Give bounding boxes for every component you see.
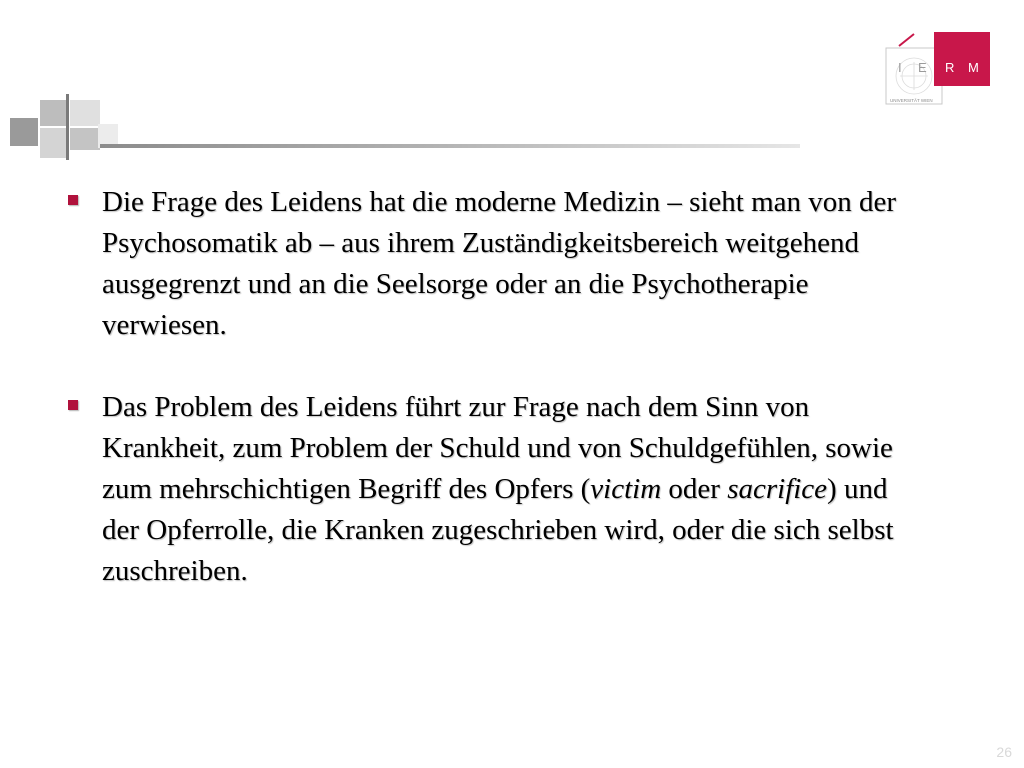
- square-bullet-icon: [68, 400, 78, 410]
- bullet-text-segment: Die Frage des Leidens hat die moderne Medizin – sieht man von der Psychosomatik ab – aus ihrem Zuständigkeitsbereich weitgehend ausgegrenzt und an die Seelsorge oder an die Psychotherapie verwiesen.: [102, 186, 897, 341]
- bullet-text: [102, 391, 894, 587]
- logo-caption: UNIVERSITÄT WIEN: [890, 98, 933, 103]
- decorative-blocks: [10, 94, 120, 160]
- bullet-text-segment: oder: [661, 473, 728, 505]
- square-bullet-icon: [68, 195, 78, 205]
- ierm-logo: [884, 32, 992, 106]
- logo-letter-m: M: [968, 60, 979, 75]
- bullet-text-segment: Das Problem des Leidens führt zur Frage nach dem Sinn von Krankheit, zum Problem der Schuld und von Schuldgefühlen, sowie zum mehrschichtigen Begriff des Opfers (: [102, 391, 893, 505]
- slide-body: [64, 182, 904, 592]
- bullet-item: [64, 182, 904, 346]
- bullet-text-segment: ) und der Opferrolle, die Kranken zugeschrieben wird, oder die sich selbst zuschreiben.: [102, 473, 894, 587]
- page-number: 26: [996, 744, 1012, 760]
- logo-letter-e: E: [918, 60, 927, 75]
- logo-letter-i: I: [898, 60, 902, 75]
- header-rule: [100, 144, 800, 148]
- bullet-text: [102, 186, 896, 341]
- bullet-text-italic-term: sacrifice: [727, 473, 828, 505]
- logo-letter-r: R: [945, 60, 955, 75]
- bullet-item: [64, 387, 904, 592]
- bullet-text-italic-term: victim: [590, 473, 662, 505]
